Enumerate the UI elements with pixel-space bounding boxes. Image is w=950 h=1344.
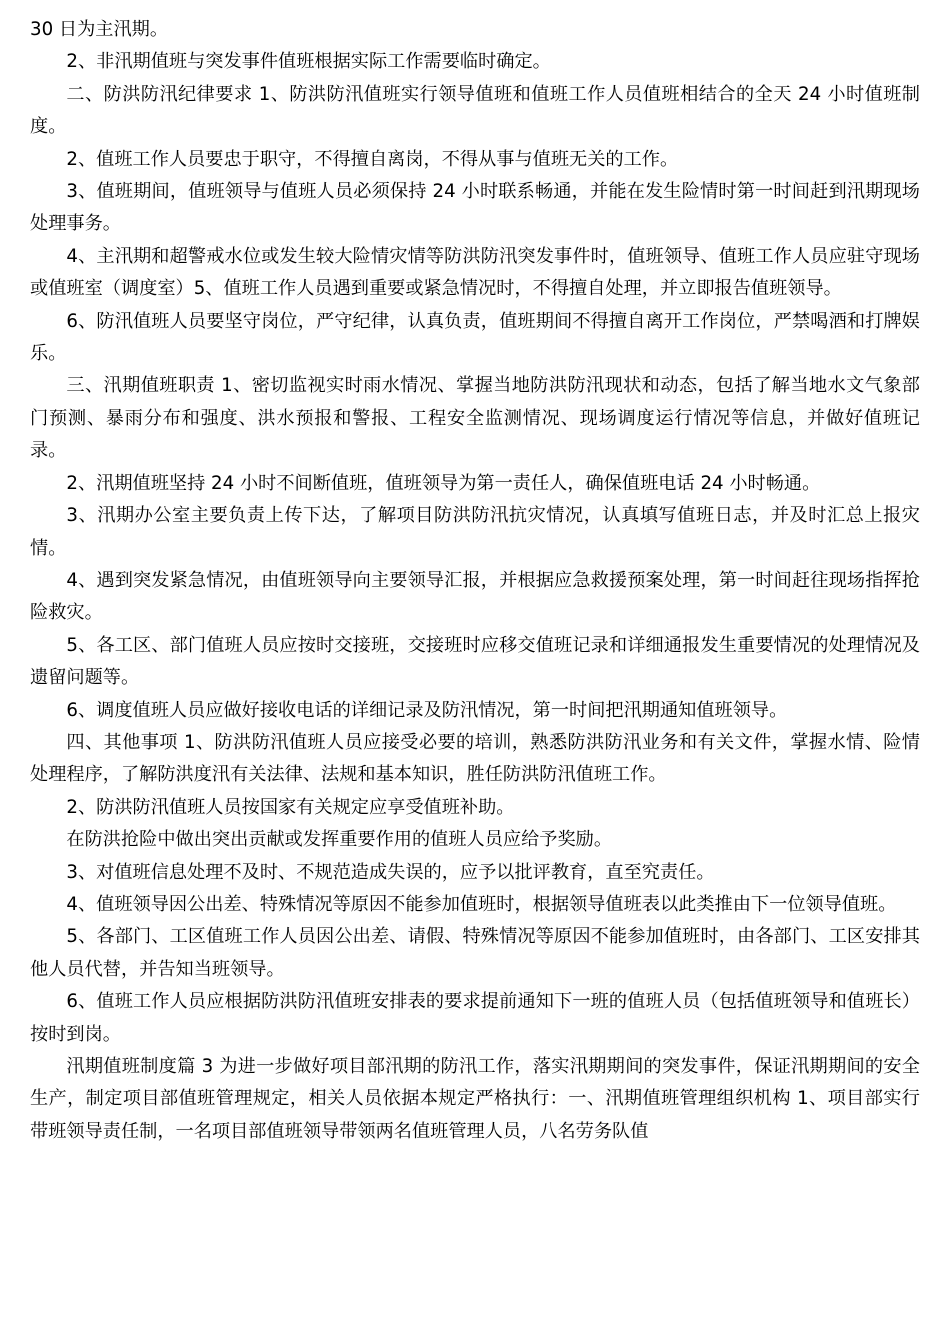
paragraph-duties-6: 6、调度值班人员应做好接收电话的详细记录及防汛情况，第一时间把汛期通知值班领导。	[66, 699, 788, 721]
paragraph-other-5: 5、各部门、工区值班工作人员因公出差、请假、特殊情况等原因不能参加值班时，由各部门、工区安排其他人员代替，并告知当班领导。	[30, 926, 920, 980]
paragraph-duties-4: 4、遇到突发紧急情况，由值班领导向主要领导汇报，并根据应急救援预案处理，第一时间赶往现场指挥抢险救灾。	[30, 569, 920, 624]
paragraph-continuation: 30 日为主汛期。	[30, 19, 169, 40]
paragraph-section-4-other: 四、其他事项 1、防洪防汛值班人员应接受必要的培训，熟悉防洪防汛业务和有关文件，掌握水情、险情处理程序，了解防洪度汛有关法律、法规和基本知识，胜任防洪防汛值班工作。	[30, 731, 920, 786]
paragraph-section-3-duties: 三、汛期值班职责 1、密切监视实时雨水情况、掌握当地防洪防汛现状和动态，包括了解当地水文气象部门预测、暴雨分布和强度、洪水预报和警报、工程安全监测情况、现场调度运行情况等信息，并做好值班记录。	[30, 375, 920, 462]
paragraph-other-reward: 在防洪抢险中做出突出贡献或发挥重要作用的值班人员应给予奖励。	[66, 829, 613, 851]
paragraph-duties-5: 5、各工区、部门值班人员应按时交接班，交接班时应移交值班记录和详细通报发生重要情况的处理情况及遗留问题等。	[30, 634, 920, 689]
paragraph-other-6: 6、值班工作人员应根据防洪防汛值班安排表的要求提前通知下一班的值班人员（包括值班领导和值班长）按时到岗。	[30, 991, 920, 1045]
paragraph-discipline-3: 3、值班期间，值班领导与值班人员必须保持 24 小时联系畅通，并能在发生险情时第一时间赶到汛期现场处理事务。	[30, 181, 920, 235]
paragraph-discipline-4-5: 4、主汛期和超警戒水位或发生较大险情灾情等防洪防汛突发事件时，值班领导、值班工作人员应驻守现场或值班室（调度室）5、值班工作人员遇到重要或紧急情况时，不得擅自处理，并立即报告值班领导。	[30, 245, 920, 300]
paragraph-section-2-discipline: 二、防洪防汛纪律要求 1、防洪防汛值班实行领导值班和值班工作人员值班相结合的全天 24 小时值班制度。	[30, 83, 920, 138]
document-body	[30, 14, 920, 1148]
paragraph-discipline-6: 6、防汛值班人员要坚守岗位，严守纪律，认真负责，值班期间不得擅自离开工作岗位，严禁喝酒和打牌娱乐。	[30, 310, 920, 365]
paragraph-nonflood-duty: 2、非汛期值班与突发事件值班根据实际工作需要临时确定。	[66, 51, 551, 73]
paragraph-other-4: 4、值班领导因公出差、特殊情况等原因不能参加值班时，根据领导值班表以此类推由下一位领导值班。	[66, 893, 897, 915]
paragraph-part-3-intro: 汛期值班制度篇 3 为进一步做好项目部汛期的防汛工作，落实汛期期间的突发事件，保证汛期期间的安全生产，制定项目部值班管理规定，相关人员依据本规定严格执行：一、汛期值班管理组织机构 1、项目部实行带班领导责任制，一名项目部值班领导带领两名值班管理人员，八名劳务队值	[30, 1056, 920, 1142]
paragraph-duties-2: 2、汛期值班坚持 24 小时不间断值班，值班领导为第一责任人，确保值班电话 24 小时畅通。	[66, 472, 821, 494]
paragraph-other-3: 3、对值班信息处理不及时、不规范造成失误的，应予以批评教育，直至究责任。	[66, 861, 715, 883]
paragraph-duties-3: 3、汛期办公室主要负责上传下达，了解项目防洪防汛抗灾情况，认真填写值班日志，并及时汇总上报灾情。	[30, 505, 920, 559]
paragraph-discipline-2: 2、值班工作人员要忠于职守，不得擅自离岗，不得从事与值班无关的工作。	[66, 148, 679, 170]
paragraph-other-2: 2、防洪防汛值班人员按国家有关规定应享受值班补助。	[66, 796, 515, 818]
